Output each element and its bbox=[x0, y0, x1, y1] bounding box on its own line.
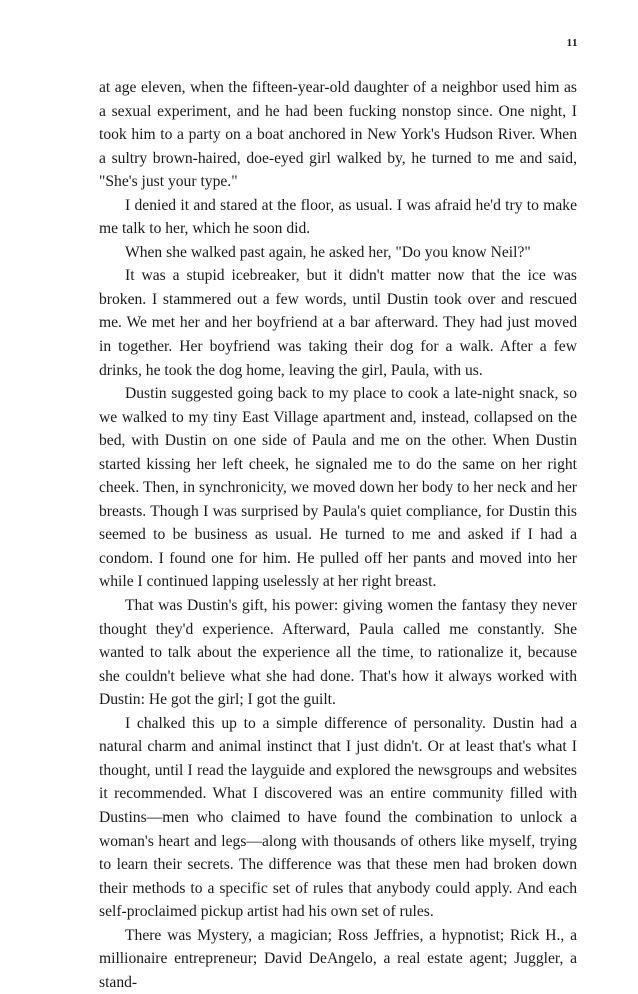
paragraph: I chalked this up to a simple difference of personality. Dustin had a natural charm and animal instinct that I just didn't. Or at least that's what I thought, until I read the layguide and explored the newsgroups and websites it recommended. What I discovered was an entire community filled with Dustins—men who claimed to have found the combination to unlock a woman's heart and legs—along with thousands of others like myself, trying to learn their secrets. The difference was that these men had broken down their methods to a specific set of rules that anybody could apply. And each self-proclaimed pickup artist had his own set of rules. bbox=[99, 714, 577, 921]
paragraph: When she walked past again, he asked her, "Do you know Neil?" bbox=[125, 243, 531, 261]
paragraph: at age eleven, when the fifteen-year-old daughter of a neighbor used him as a sexual experiment, and he had been fucking nonstop since. One night, I took him to a party on a boat anchored in New York's Hudson River. When a sultry brown-haired, doe-eyed girl walked by, he turned to me and said, "She's just your type." bbox=[99, 79, 577, 191]
paragraph: I denied it and stared at the floor, as usual. I was afraid he'd try to make me talk to her, which he soon did. bbox=[99, 196, 577, 238]
page-number: 11 bbox=[566, 37, 578, 49]
paragraph: That was Dustin's gift, his power: giving women the fantasy they never thought they'd experience. Afterward, Paula called me constantly. She wanted to talk about the experience all the time, to rationalize it, because she couldn't believe what she had done. That's how it always worked with Dustin: He got the girl; I got the guilt. bbox=[99, 597, 577, 709]
body-text bbox=[99, 76, 577, 994]
paragraph: There was Mystery, a magician; Ross Jeffries, a hypnotist; Rick H., a millionaire entrepreneur; David DeAngelo, a real estate agent; Juggler, a stand- bbox=[99, 926, 577, 991]
paragraph: Dustin suggested going back to my place to cook a late-night snack, so we walked to my tiny East Village apartment and, instead, collapsed on the bed, with Dustin on one side of Paula and me on the other. When Dustin started kissing her left cheek, he signaled me to do the same on her right cheek. Then, in synchronicity, we moved down her body to her neck and her breasts. Though I was surprised by Paula's quiet compliance, for Dustin this seemed to be business as usual. He turned to me and asked if I had a condom. I found one for him. He pulled off her pants and moved into her while I continued lapping uselessly at her right breast. bbox=[99, 385, 577, 591]
paragraph: It was a stupid icebreaker, but it didn't matter now that the ice was broken. I stammered out a few words, until Dustin took over and rescued me. We met her and her boyfriend at a bar afterward. They had just moved in together. Her boyfriend was taking their dog for a walk. After a few drinks, he took the dog home, leaving the girl, Paula, with us. bbox=[99, 267, 577, 379]
